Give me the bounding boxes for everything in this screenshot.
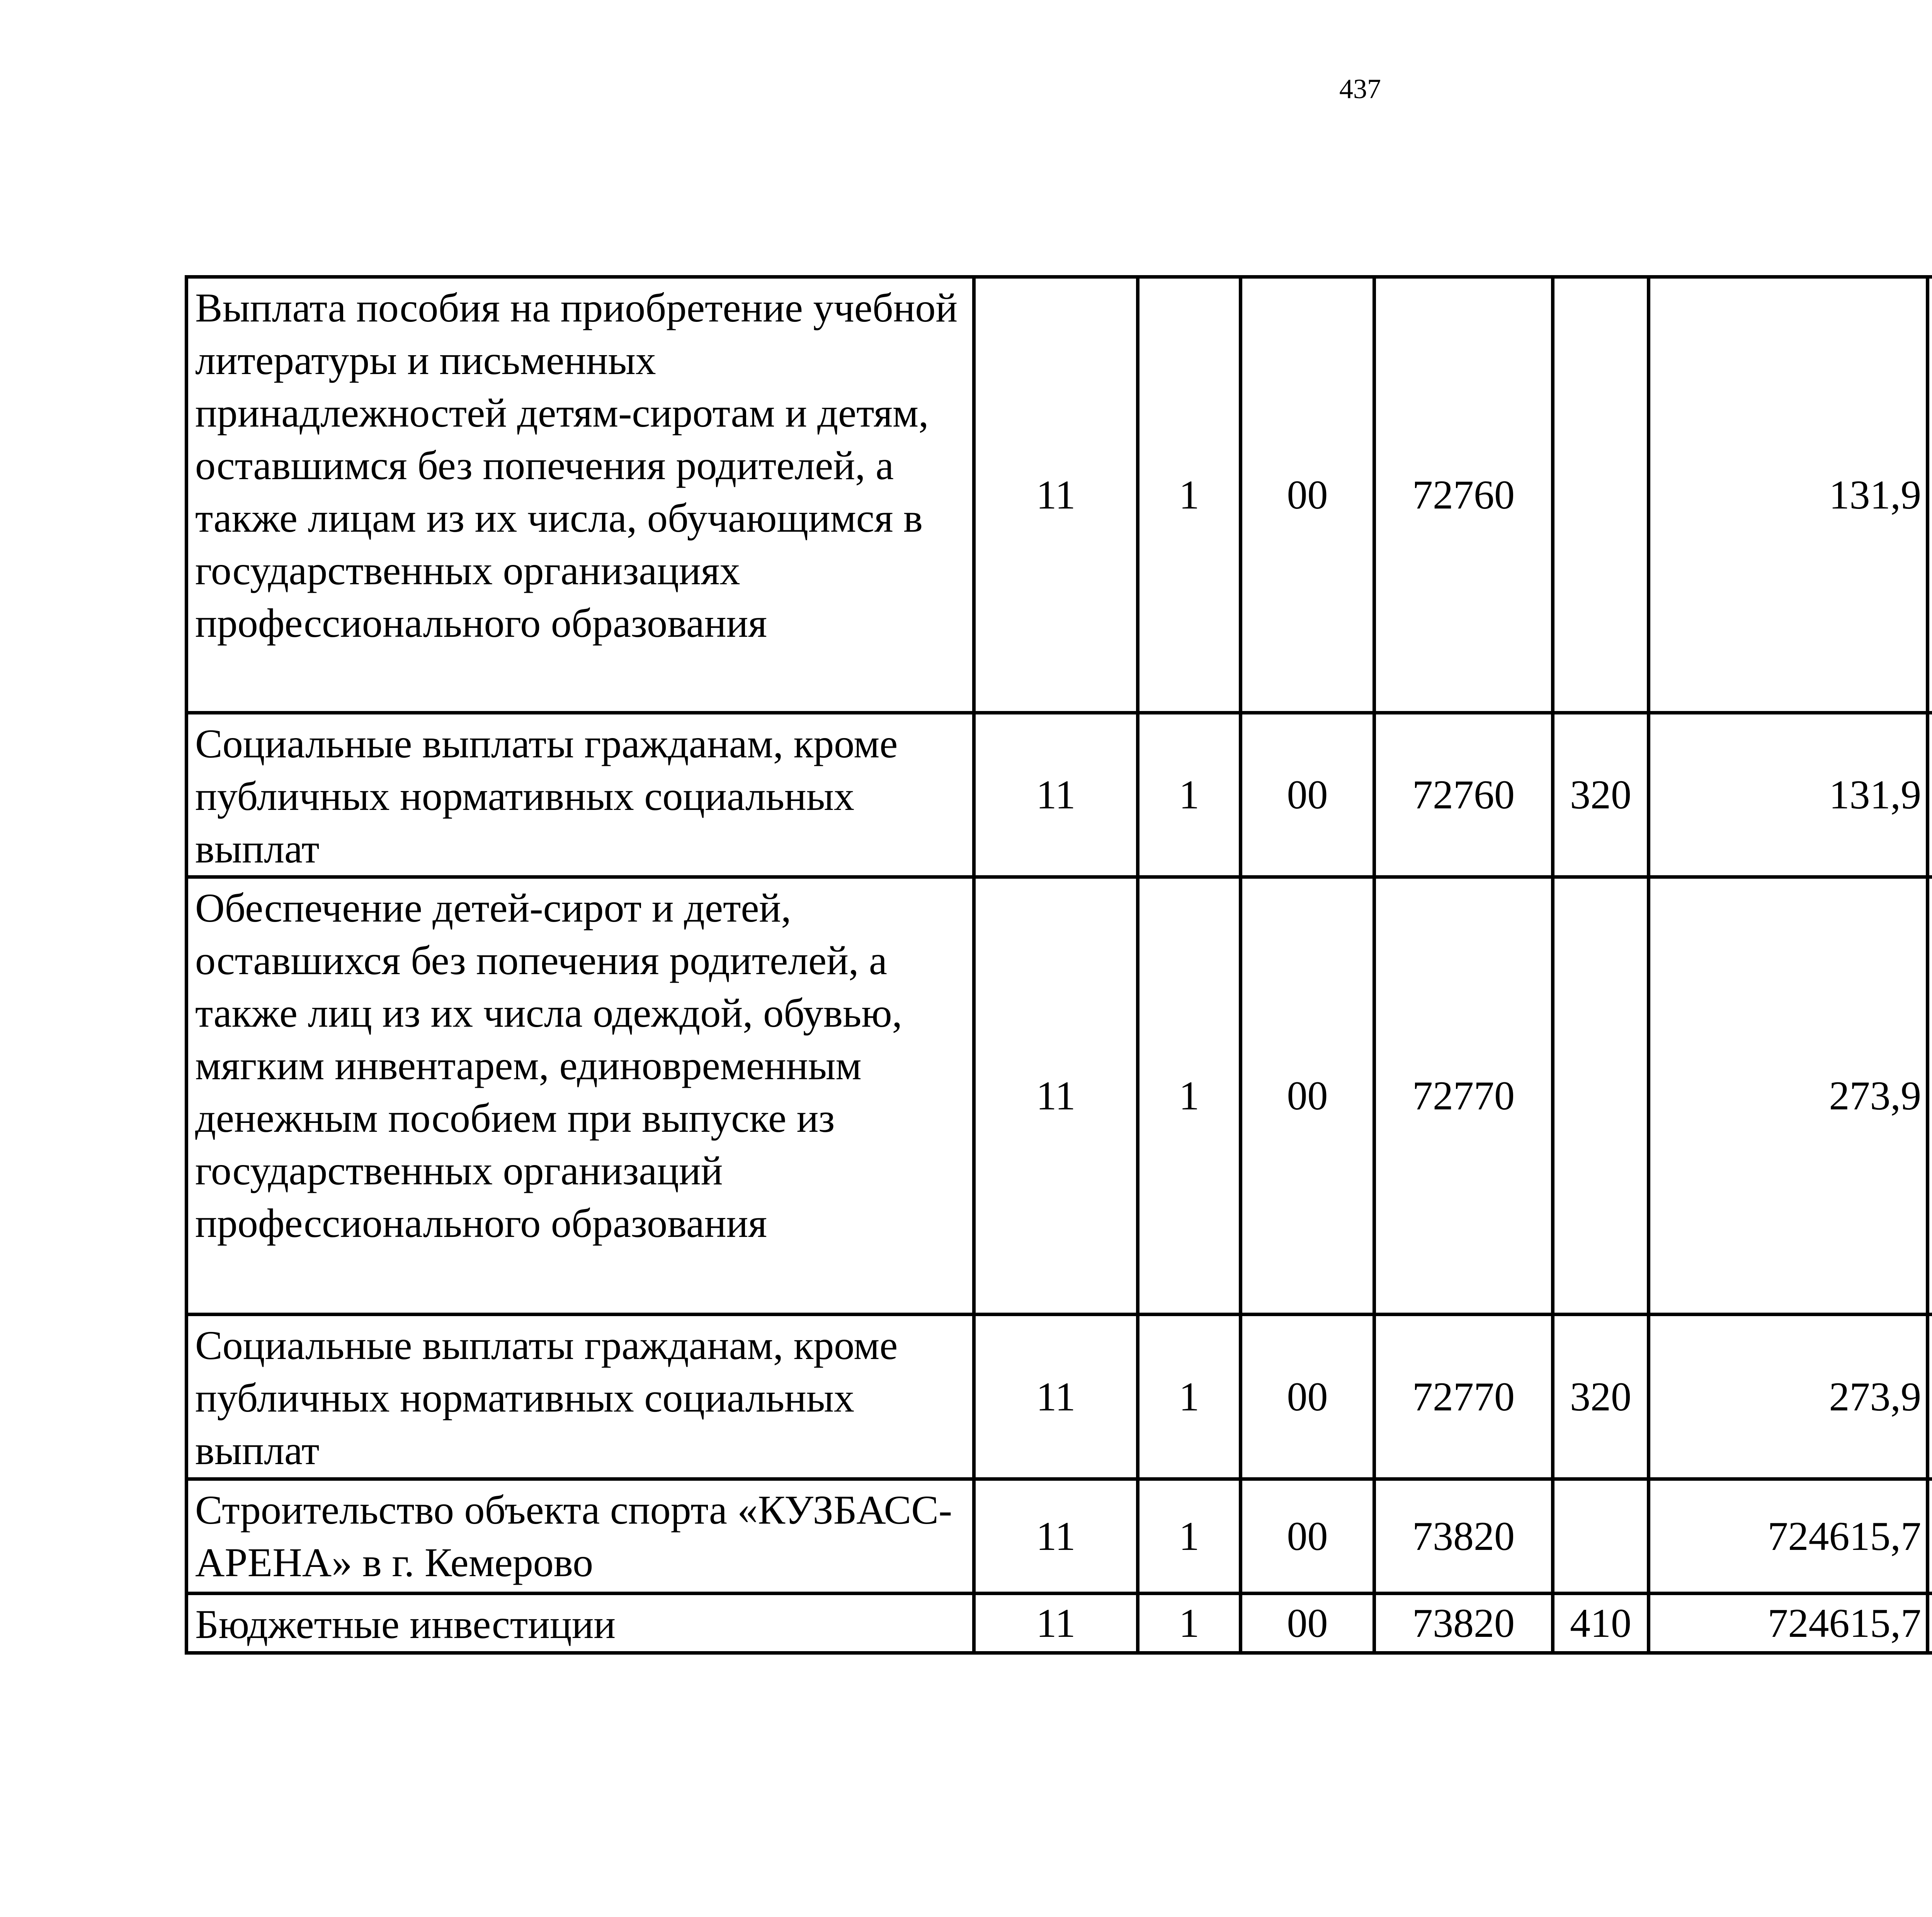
row-description: Социальные выплаты гражданам, кроме публичных нормативных социальных выплат [187,1315,974,1479]
section-code: 11 [974,1594,1138,1653]
expense-type-code: 320 [1553,713,1649,877]
amount-1: 131,9 [1649,713,1928,877]
page-number: 437 [1339,73,1381,104]
target-code: 73820 [1374,1479,1553,1594]
program-code: 1 [1138,1594,1241,1653]
target-code: 72770 [1374,877,1553,1315]
subprogram-code: 00 [1241,1315,1374,1479]
row-description: Обеспечение детей-сирот и детей, оставшихся без попечения родителей, а также лиц из их числа одеждой, обувью, мягким инвентарем, единовременным денежным пособием при выпуске из государственных организаций профессионального образования [187,877,974,1315]
table-row [187,277,1932,713]
table-row [187,713,1932,877]
target-code: 72760 [1374,277,1553,713]
section-code: 11 [974,877,1138,1315]
table-row [187,877,1932,1315]
amount-2 [1928,877,1932,1315]
subprogram-code: 00 [1241,1594,1374,1653]
target-code: 73820 [1374,1594,1553,1653]
amount-1: 724615,7 [1649,1594,1928,1653]
subprogram-code: 00 [1241,277,1374,713]
row-description: Строительство объекта спорта «КУЗБАСС-АРЕНА» в г. Кемерово [187,1479,974,1594]
program-code: 1 [1138,1479,1241,1594]
table-row [187,1315,1932,1479]
expense-type-code: 320 [1553,1315,1649,1479]
budget-table [185,275,1932,1655]
amount-2 [1928,1315,1932,1479]
program-code: 1 [1138,713,1241,877]
amount-2 [1928,277,1932,713]
amount-2 [1928,1479,1932,1594]
table-row [187,1479,1932,1594]
subprogram-code: 00 [1241,1479,1374,1594]
expense-type-code [1553,277,1649,713]
row-description: Бюджетные инвестиции [187,1594,974,1653]
expense-type-code: 410 [1553,1594,1649,1653]
subprogram-code: 00 [1241,877,1374,1315]
amount-1: 273,9 [1649,1315,1928,1479]
table-row [187,1594,1932,1653]
expense-type-code [1553,1479,1649,1594]
section-code: 11 [974,1479,1138,1594]
amount-1: 724615,7 [1649,1479,1928,1594]
row-description: Социальные выплаты гражданам, кроме публичных нормативных социальных выплат [187,713,974,877]
program-code: 1 [1138,877,1241,1315]
program-code: 1 [1138,1315,1241,1479]
target-code: 72770 [1374,1315,1553,1479]
row-description: Выплата пособия на приобретение учебной литературы и письменных принадлежностей детям-сиротам и детям, оставшимся без попечения родителей, а также лицам из их числа, обучающимся в государственных организациях профессионального образования [187,277,974,713]
expense-type-code [1553,877,1649,1315]
amount-1: 273,9 [1649,877,1928,1315]
section-code: 11 [974,277,1138,713]
section-code: 11 [974,1315,1138,1479]
amount-1: 131,9 [1649,277,1928,713]
section-code: 11 [974,713,1138,877]
subprogram-code: 00 [1241,713,1374,877]
target-code: 72760 [1374,713,1553,877]
amount-2 [1928,1594,1932,1653]
program-code: 1 [1138,277,1241,713]
amount-2 [1928,713,1932,877]
